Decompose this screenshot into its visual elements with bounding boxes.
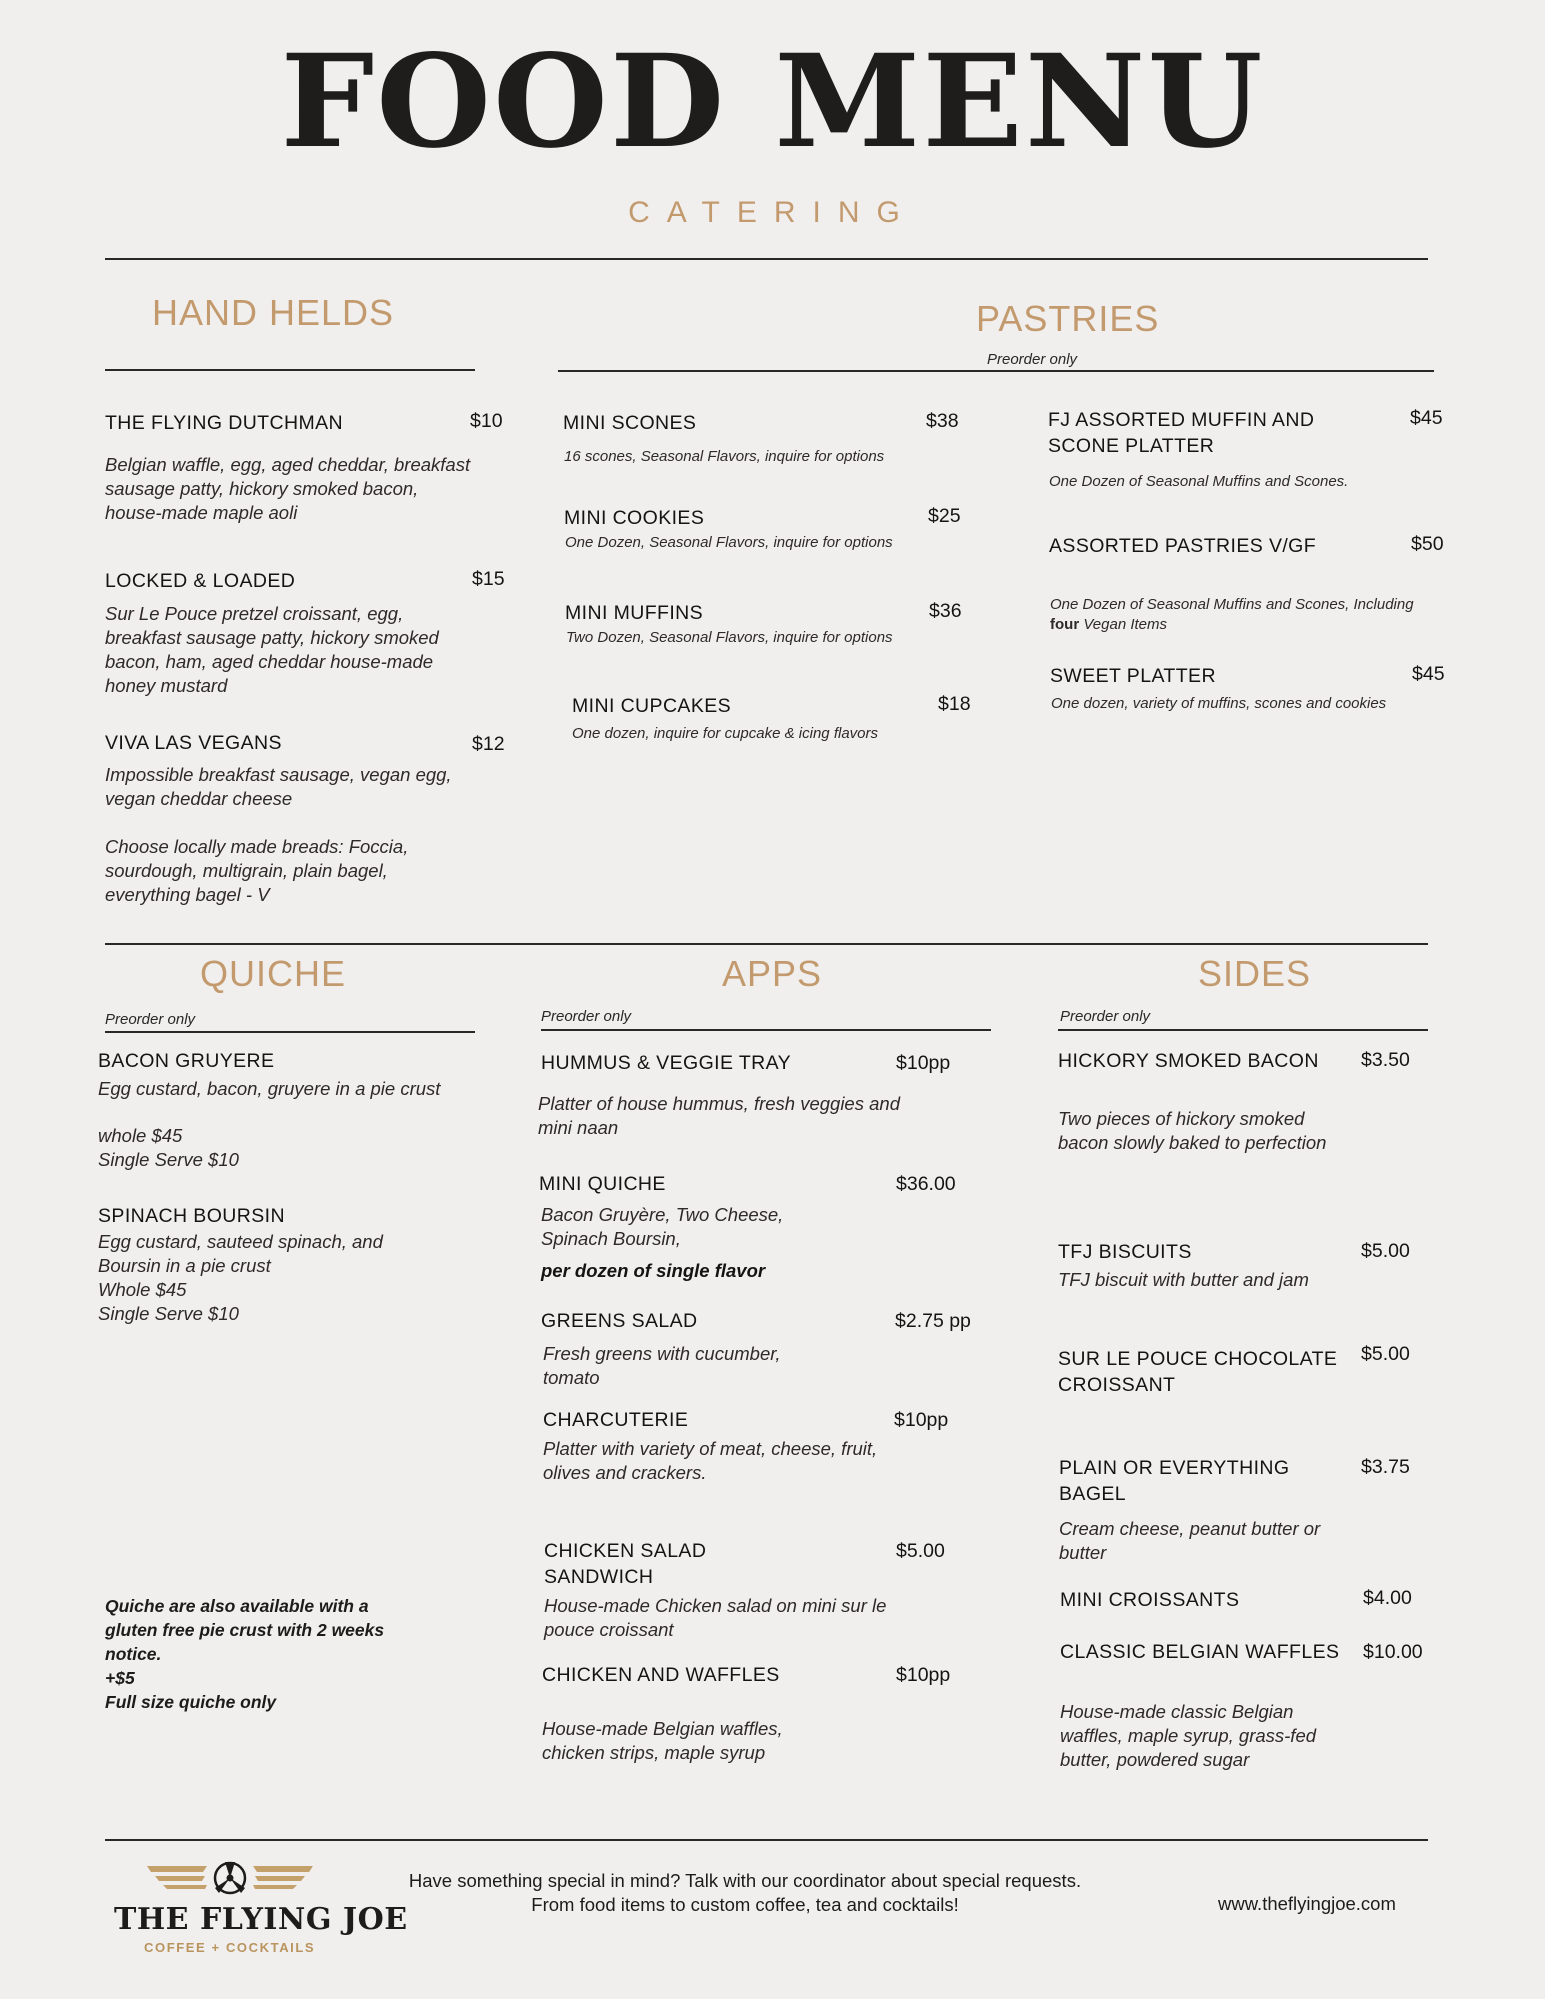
item-price: $10.00: [1363, 1641, 1423, 1663]
sides-divider: [1058, 1029, 1428, 1031]
item-description: One Dozen of Seasonal Muffins and Scones.: [1049, 473, 1349, 490]
item-description: Sur Le Pouce pretzel croissant, egg, breakfast sausage patty, hickory smoked bacon, ham, aged cheddar house-made honey mustard: [105, 603, 439, 696]
item-price: $2.75 pp: [895, 1310, 971, 1332]
quiche-single-price: Single Serve $10: [98, 1149, 239, 1170]
item-name: CHICKEN SALAD SANDWICH: [544, 1540, 707, 1588]
item-description: Platter with variety of meat, cheese, fruit, olives and crackers.: [543, 1438, 878, 1483]
item-description: One dozen, inquire for cupcake & icing flavors: [572, 725, 878, 742]
item-description: Bacon Gruyère, Two Cheese, Spinach Boursin,: [541, 1204, 784, 1249]
page-title: FOOD MENU: [280, 27, 1265, 177]
preorder-label: Preorder only: [987, 351, 1078, 368]
item-price: $4.00: [1363, 1587, 1412, 1609]
sides-heading: SIDES: [1198, 953, 1312, 994]
page-subtitle: CATERING: [628, 196, 917, 229]
item-name: MINI SCONES: [563, 412, 697, 434]
preorder-label: Preorder only: [1060, 1008, 1151, 1025]
propeller-wings-icon: [145, 1860, 315, 1900]
preorder-label: Preorder only: [105, 1011, 196, 1028]
pastries-divider: [558, 370, 1434, 372]
item-name: MINI MUFFINS: [565, 602, 704, 624]
item-name: BACON GRUYERE: [98, 1050, 275, 1072]
item-name: VIVA LAS VEGANS: [105, 732, 282, 754]
item-price: $38: [926, 410, 959, 432]
item-name: ASSORTED PASTRIES V/GF: [1049, 535, 1317, 557]
item-description: Egg custard, bacon, gruyere in a pie crust: [98, 1078, 441, 1099]
pastries-heading: PASTRIES: [976, 298, 1160, 339]
item-description: One Dozen of Seasonal Muffins and Scones, Including four Vegan Items: [1050, 596, 1414, 633]
item-name: SPINACH BOURSIN: [98, 1205, 285, 1227]
item-price: $10pp: [894, 1409, 949, 1431]
section-divider: [105, 943, 1428, 945]
quiche-single-price: Single Serve $10: [98, 1303, 239, 1324]
item-name: CHICKEN AND WAFFLES: [542, 1664, 780, 1686]
item-description: House-made Belgian waffles, chicken strips, maple syrup: [542, 1718, 783, 1763]
item-description: 16 scones, Seasonal Flavors, inquire for options: [564, 448, 885, 465]
item-price: $18: [938, 693, 971, 715]
item-name: PLAIN OR EVERYTHING BAGEL: [1059, 1457, 1290, 1505]
apps-divider: [541, 1029, 991, 1031]
logo-tagline: COFFEE + COCKTAILS: [144, 1940, 316, 1955]
item-price: $10pp: [896, 1664, 951, 1686]
item-price: $3.50: [1361, 1049, 1410, 1071]
item-name: TFJ BISCUITS: [1058, 1241, 1192, 1263]
item-name: HUMMUS & VEGGIE TRAY: [541, 1052, 791, 1074]
item-price: $12: [472, 733, 505, 755]
item-price: $15: [472, 568, 505, 590]
quiche-whole-price: whole $45: [98, 1125, 183, 1146]
quiche-heading: QUICHE: [200, 953, 347, 994]
item-price: $5.00: [1361, 1343, 1410, 1365]
footer-divider: [105, 1839, 1428, 1841]
footer-message: Have something special in mind? Talk with our coordinator about special requests. From food items to custom coffee, tea and cocktails!: [408, 1870, 1082, 1915]
item-price: $5.00: [1361, 1240, 1410, 1262]
apps-heading: APPS: [722, 953, 823, 994]
item-name: GREENS SALAD: [541, 1310, 698, 1332]
breads-note: Choose locally made breads: Foccia, sourdough, multigrain, plain bagel, everything bagel - V: [105, 836, 409, 905]
item-name: CLASSIC BELGIAN WAFFLES: [1060, 1641, 1340, 1663]
item-price: $36: [929, 600, 962, 622]
item-name: MINI CROISSANTS: [1060, 1589, 1240, 1611]
item-price: $10: [470, 410, 503, 432]
quiche-divider: [105, 1031, 475, 1033]
item-price: $36.00: [896, 1173, 956, 1195]
item-description: Fresh greens with cucumber, tomato: [543, 1343, 781, 1388]
item-note: per dozen of single flavor: [541, 1260, 766, 1281]
website-link[interactable]: www.theflyingjoe.com: [1218, 1893, 1396, 1914]
item-description: Impossible breakfast sausage, vegan egg, vegan cheddar cheese: [105, 764, 452, 809]
item-price: $45: [1410, 407, 1443, 429]
item-name: MINI COOKIES: [564, 507, 705, 529]
item-price: $3.75: [1361, 1456, 1410, 1478]
item-name: THE FLYING DUTCHMAN: [105, 412, 343, 434]
logo-name: THE FLYING JOE: [114, 1902, 408, 1937]
item-name: CHARCUTERIE: [543, 1409, 689, 1431]
item-name: MINI QUICHE: [539, 1173, 666, 1195]
item-name: LOCKED & LOADED: [105, 570, 296, 592]
item-price: $25: [928, 505, 961, 527]
item-description: Two pieces of hickory smoked bacon slowly baked to perfection: [1058, 1108, 1327, 1153]
preorder-label: Preorder only: [541, 1008, 632, 1025]
quiche-whole-price: Whole $45: [98, 1279, 187, 1300]
item-name: FJ ASSORTED MUFFIN AND SCONE PLATTER: [1048, 409, 1315, 457]
item-description: Belgian waffle, egg, aged cheddar, breakfast sausage patty, hickory smoked bacon, house-made maple aoli: [105, 454, 471, 523]
item-description: One dozen, variety of muffins, scones and cookies: [1051, 695, 1387, 712]
item-description: House-made classic Belgian waffles, maple syrup, grass-fed butter, powdered sugar: [1060, 1701, 1317, 1770]
hand-helds-heading: HAND HELDS: [152, 292, 395, 333]
item-name: SUR LE POUCE CHOCOLATE CROISSANT: [1058, 1348, 1338, 1396]
item-description: Platter of house hummus, fresh veggies and mini naan: [538, 1093, 900, 1138]
item-description: TFJ biscuit with butter and jam: [1058, 1269, 1309, 1290]
item-price: $10pp: [896, 1052, 951, 1074]
item-name: HICKORY SMOKED BACON: [1058, 1050, 1319, 1072]
item-price: $45: [1412, 663, 1445, 685]
quiche-gluten-free-note: Quiche are also available with a gluten free pie crust with 2 weeks notice. +$5 Full size quiche only: [105, 1596, 385, 1712]
item-name: SWEET PLATTER: [1050, 665, 1216, 687]
item-description: Cream cheese, peanut butter or butter: [1059, 1518, 1321, 1563]
item-description: One Dozen, Seasonal Flavors, inquire for options: [565, 534, 893, 551]
item-price: $50: [1411, 533, 1444, 555]
item-description: Two Dozen, Seasonal Flavors, inquire for options: [566, 629, 893, 646]
item-price: $5.00: [896, 1540, 945, 1562]
item-description: Egg custard, sauteed spinach, and Boursin in a pie crust: [98, 1231, 383, 1276]
header-divider: [105, 258, 1428, 260]
item-name: MINI CUPCAKES: [572, 695, 732, 717]
hand-helds-divider: [105, 369, 475, 371]
item-description: House-made Chicken salad on mini sur le pouce croissant: [544, 1595, 887, 1640]
